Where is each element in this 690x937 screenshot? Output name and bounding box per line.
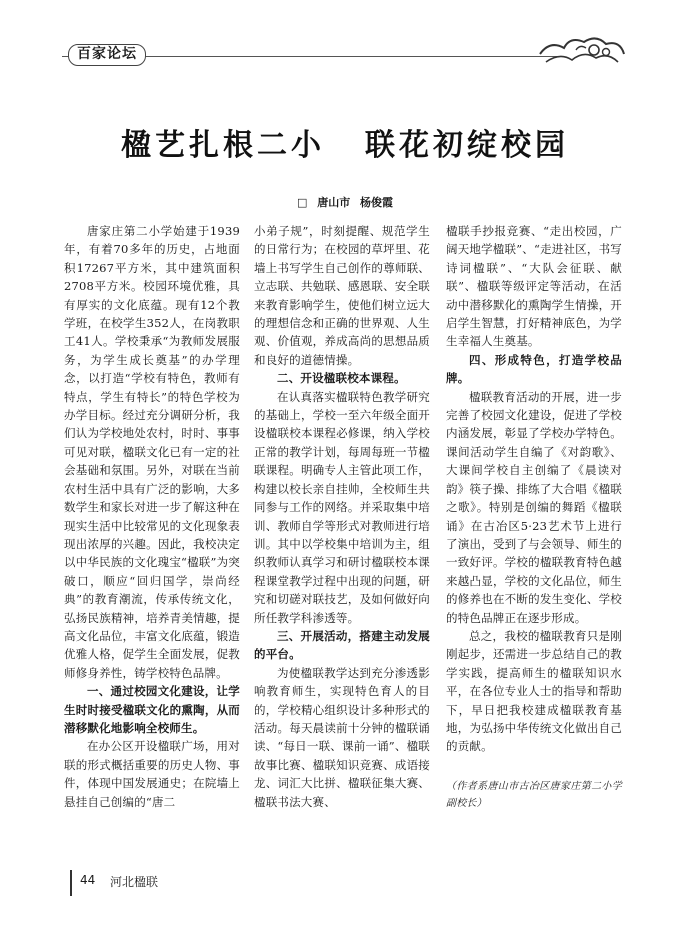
paragraph: 为使楹联教学达到充分渗透影响教育师生，实现特色育人的目的，学校精心组织设计多种形式的活动。每天晨读前十分钟的楹联诵读、“每日一联、课前一诵”、楹联故事比赛、楹联知识竞赛、成语接龙、词汇大比拼、楹联征集大赛、楹联书法大赛、	[254, 665, 430, 809]
title-part-2: 联花初绽校园	[365, 128, 569, 163]
section-heading: 一、通过校园文化建设，让学生时时接受楹联文化的熏陶，从而潜移默化地影响全校师生。	[64, 684, 240, 735]
paragraph: 在认真落实楹联特色教学研究的基础上，学校一至六年级全面开设楹联校本课程必修课，纳入学校正常的教学计划，每周每班一节楹联课程。明确专人主管此项工作，构建以校长亲自挂帅，全校师生共同参与工作的网络。并采取集中培训、教师自学等形式对教师进行培训。其中以学校集中培训为主，组织教师认真学习和研讨楹联校本课程课堂教学过程中出现的问题，研究和切磋对联技艺，及如何做好向所任教学科渗透等。	[254, 389, 430, 625]
text-column-3	[446, 222, 622, 812]
title-part-1: 楹艺扎根二小	[121, 128, 325, 163]
publication-name: 河北楹联	[110, 875, 159, 889]
byline	[0, 194, 690, 210]
paragraph: 唐家庄第二小学始建于1939年，有着70多年的历史，占地面积17267平方米，其中建筑面积2708平方米。校园环境优雅，具有厚实的文化底蕴。现有12个教学班，在校学生352人，在岗教职工41人。学校秉承“为教师发展服务，为学生成长奠基”的办学理念，以打造“学校有特色，教师有特点，学生有特长”的特色学校为办学目标。经过充分调研分析，我们认为学校地处农村，时时、事事可见对联，楹联文化已有一定的社会基础和氛围。另外，对联在当前农村生活中具有广泛的影响，大多数学生和家长对进一步了解这种在现实生活中比较常见的文化现象表现出浓厚的兴趣。因此，我校决定以中华民族的文化瑰宝“楹联”为突破口，顺应“回归国学，崇尚经典”的教育潮流，传承传统文化，弘扬民族精神，培养青美情趣，提高文化品位，丰富文化底蕴，锻造优雅人格，促学生全面发展，促教师修身养性，铸学校特色品牌。	[64, 224, 240, 680]
paragraph: 楹联教育活动的开展，进一步完善了校园文化建设，促进了学校内涵发展，彰显了学校办学特色。课间活动学生自编了《对韵歌》、大课间学校自主创编了《晨读对韵》筷子操、排练了大合唱《楹联之歌》。特别是创编的舞蹈《楹联诵》在古冶区5·23艺术节上进行了演出，受到了与会领导、师生的一致好评。学校的楹联教育特色越来越凸显，学校的文化品位，师生的修养也在不断的发生变化、学校的特色品牌正在逐步形成。	[446, 389, 622, 625]
section-header	[62, 38, 628, 68]
article-title	[0, 120, 690, 164]
section-heading: 三、开展活动，搭建主动发展的平台。	[254, 628, 430, 662]
text-column-1	[64, 222, 240, 811]
byline-marker: □	[296, 196, 308, 209]
paragraph: 楹联手抄报竞赛、“走出校园，广阔天地学楹联”、“走进社区，书写诗词楹联”、“大队会征联、献联”、楹联等级评定等活动，在活动中潜移默化的熏陶学生情操，开启学生智慧，打好精神底色，为学生幸福人生奠基。	[446, 224, 622, 349]
text-column-2	[254, 222, 430, 811]
section-heading: 二、开设楹联校本课程。	[277, 371, 406, 386]
page-footer	[62, 870, 262, 896]
byline-author: 杨俊霞	[360, 196, 394, 209]
author-note: （作者系唐山市古冶区唐家庄第二小学副校长）	[446, 780, 622, 809]
section-heading: 四、形成特色，打造学校品牌。	[446, 352, 622, 386]
paragraph: 小弟子规”，时刻提醒、规范学生的日常行为；在校园的草坪里、花墙上书写学生自己创作的尊师联、立志联、共勉联、感恩联、安全联来教育影响学生，使他们树立远大的理想信念和正确的世界观、人生观、价值观，养成高尚的思想品质和良好的道德情操。	[254, 224, 430, 367]
cloud-ornament-icon	[536, 32, 628, 70]
section-label: 百家论坛	[68, 44, 146, 66]
paragraph: 总之，我校的楹联教育只是刚刚起步，还需进一步总结自己的教学实践，提高师生的楹联知识水平，在各位专业人士的指导和帮助下，早日把我校建成楹联教育基地，为弘扬中华传统文化做出自己的贡献。	[446, 628, 622, 754]
page-number: 44	[80, 873, 96, 887]
byline-place: 唐山市	[317, 196, 351, 209]
footer-rule	[70, 870, 72, 896]
paragraph: 在办公区开设楹联广场，用对联的形式概括重要的历史人物、事件，体现中国发展通史；在院墙上悬挂自己创编的“唐二	[64, 739, 240, 809]
